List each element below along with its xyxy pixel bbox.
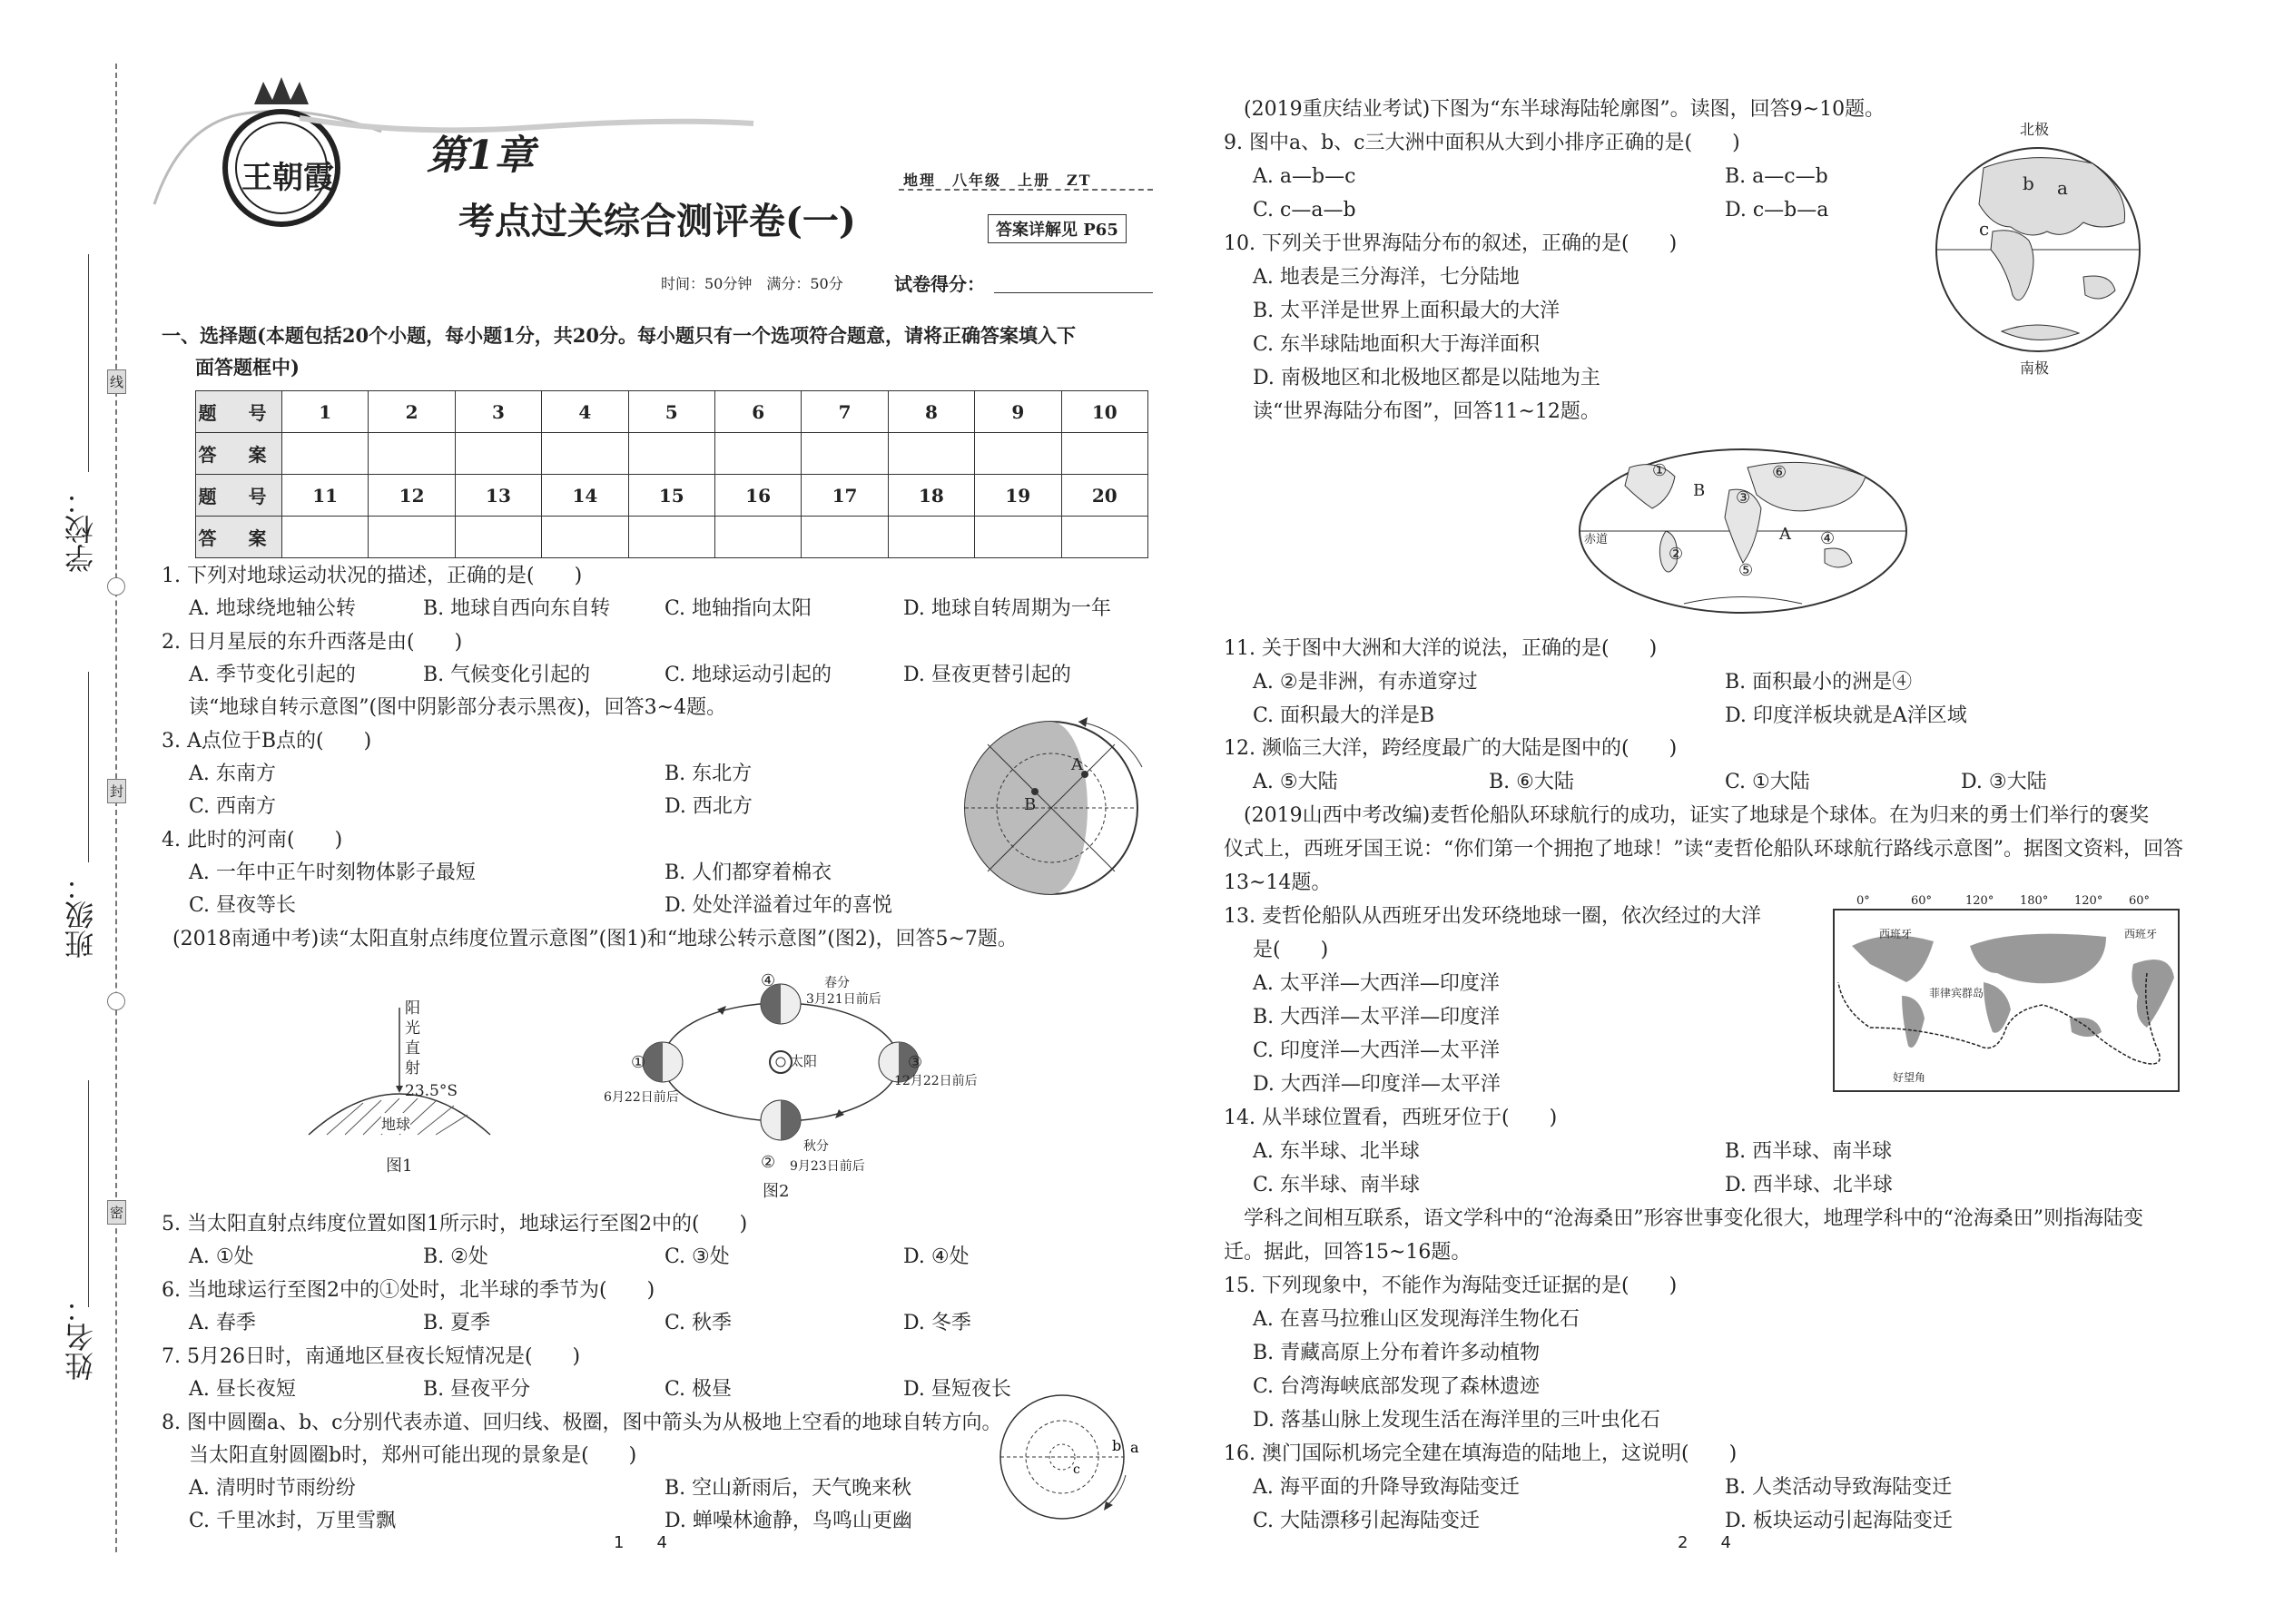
q3-option-d: D. 西北方 [665, 795, 753, 818]
fig1-label-4: 射 [405, 1059, 420, 1078]
exam-title: 考点过关综合测评卷(一) [458, 200, 856, 242]
intro-q15-16-line2: 迁。据此，回答15~16题。 [1224, 1241, 1472, 1264]
wmap-label-5: ⑤ [1738, 561, 1754, 580]
table-row [196, 433, 1148, 475]
fig1-label-1: 阳 [405, 999, 420, 1018]
answer-cell[interactable] [282, 433, 369, 475]
table-cell: 8 [888, 391, 974, 433]
table-cell: 2 [369, 391, 455, 433]
q4-option-d: D. 处处洋溢着过年的喜悦 [665, 894, 892, 917]
table-cell: 19 [975, 475, 1061, 517]
mmap-top-lon-4: 120° [2074, 894, 2103, 908]
table-cell: 13 [455, 475, 541, 517]
fig2-pos2: ② [761, 1153, 776, 1172]
fig2-pos1: ① [631, 1053, 646, 1072]
q16-option-b: B. 人类活动导致海陆变迁 [1725, 1476, 1953, 1499]
svg-text:b: b [1112, 1437, 1122, 1454]
q12-option-b: B. ⑥大陆 [1489, 771, 1574, 793]
table-cell: 10 [1061, 391, 1147, 433]
q16-stem: 16. 澳门国际机场完全建在填海造的陆地上，这说明( ) [1224, 1442, 1738, 1465]
q7-option-c: C. 极昼 [665, 1378, 733, 1401]
q2-stem: 2. 日月星辰的东升西落是由( ) [162, 631, 463, 654]
intro-q3-4: 读“地球自转示意图”(图中阴影部分表示黑夜)，回答3~4题。 [189, 696, 727, 719]
q10-option-a: A. 地表是三分海洋，七分陆地 [1253, 266, 1520, 289]
q1-option-d: D. 地球自转周期为一年 [903, 597, 1111, 620]
q7-option-b: B. 昼夜平分 [423, 1378, 531, 1401]
time-info: 时间：50分钟 满分：50分 [661, 275, 843, 292]
mmap-cape: 好望角 [1893, 1071, 1926, 1084]
q1-stem: 1. 下列对地球运动状况的描述，正确的是( ) [162, 565, 583, 587]
table-row [196, 517, 1148, 558]
hemi-north-pole: 北极 [2020, 121, 2050, 138]
q2-option-b: B. 气候变化引起的 [423, 664, 591, 686]
answer-reference: 答案详解见 P65 [988, 214, 1127, 243]
fig1-latitude: 23.5°S [405, 1082, 458, 1100]
hemi-label-a: a [2057, 177, 2068, 199]
answer-cell[interactable] [282, 517, 369, 558]
table-cell: 17 [802, 475, 888, 517]
q7-option-a: A. 昼长夜短 [189, 1378, 296, 1401]
q10-option-d: D. 南极地区和北极地区都是以陆地为主 [1253, 367, 1600, 389]
q1-option-c: C. 地轴指向太阳 [665, 597, 812, 620]
q7-option-d: D. 昼短夜长 [903, 1378, 1011, 1401]
name-label: 姓名： [64, 1294, 98, 1381]
q6-option-b: B. 夏季 [423, 1312, 491, 1334]
q6-option-c: C. 秋季 [665, 1312, 733, 1334]
answer-cell[interactable] [455, 517, 541, 558]
table-cell: 7 [802, 391, 888, 433]
answer-cell[interactable] [369, 433, 455, 475]
q14-stem: 14. 从半球位置看，西班牙位于( ) [1224, 1107, 1558, 1129]
circles-abc-diagram [999, 1389, 1139, 1525]
intro-q13-14-line3: 13~14题。 [1224, 871, 1332, 894]
q9-option-a: A. a—b—c [1253, 165, 1356, 188]
q13-option-a: A. 太平洋—大西洋—印度洋 [1253, 972, 1500, 995]
q11-option-c: C. 面积最大的洋是B [1253, 704, 1435, 727]
q6-option-a: A. 春季 [189, 1312, 256, 1334]
wmap-label-6: ⑥ [1772, 463, 1787, 482]
q14-option-b: B. 西半球、南半球 [1725, 1140, 1893, 1163]
q9-option-c: C. c—a—b [1253, 199, 1356, 221]
q12-stem: 12. 濒临三大洋，跨经度最广的大陆是图中的( ) [1224, 737, 1678, 760]
wmap-label-B: B [1693, 481, 1706, 500]
answer-cell[interactable] [802, 433, 888, 475]
mmap-philippines: 菲律宾群岛 [1929, 987, 1984, 999]
q5-option-b: B. ②处 [423, 1245, 488, 1268]
answer-cell[interactable] [975, 433, 1061, 475]
answer-cell[interactable] [714, 517, 801, 558]
answer-cell[interactable] [542, 433, 628, 475]
q15-option-c: C. 台湾海峡底部发现了森林遗迹 [1253, 1375, 1541, 1398]
q5-stem: 5. 当太阳直射点纬度位置如图1所示时，地球运行至图2中的( ) [162, 1213, 748, 1235]
q3-option-a: A. 东南方 [189, 763, 276, 785]
q13-stem-cont: 是( ) [1253, 939, 1329, 961]
answer-cell[interactable] [369, 517, 455, 558]
q2-option-c: C. 地球运动引起的 [665, 664, 832, 686]
q12-option-a: A. ⑤大陆 [1253, 771, 1338, 793]
answer-cell[interactable] [455, 433, 541, 475]
q11-option-d: D. 印度洋板块就是A洋区域 [1725, 704, 1967, 727]
table-cell: 9 [975, 391, 1061, 433]
wmap-label-A: A [1779, 525, 1791, 544]
answer-cell[interactable] [628, 433, 714, 475]
q15-option-d: D. 落基山脉上发现生活在海洋里的三叶虫化石 [1253, 1409, 1660, 1432]
logo-text: 王朝霞 [241, 160, 334, 196]
class-label: 班级： [64, 871, 98, 959]
mmap-spain-right: 西班牙 [2124, 928, 2158, 940]
table-cell: 4 [542, 391, 628, 433]
fig2-pos3: ③ [908, 1053, 923, 1072]
q4-option-c: C. 昼夜等长 [189, 894, 297, 917]
q16-option-c: C. 大陆漂移引起海陆变迁 [1253, 1510, 1481, 1532]
answer-cell[interactable] [975, 517, 1061, 558]
table-label-ans: 答 案 [196, 517, 282, 558]
fig2-pos4: ④ [761, 971, 776, 990]
q9-stem: 9. 图中a、b、c三大洲中面积从大到小排序正确的是( ) [1224, 132, 1740, 154]
fig2-spring-date: 3月21日前后 [806, 992, 881, 1007]
q6-stem: 6. 当地球运行至图2中的①处时，北半球的季节为( ) [162, 1279, 655, 1302]
q13-stem: 13. 麦哲伦船队从西班牙出发环绕地球一圈，依次经过的大洋 [1224, 905, 1761, 928]
seal-mark-2: 封 [107, 779, 126, 803]
q15-stem: 15. 下列现象中，不能作为海陆变迁证据的是( ) [1224, 1275, 1678, 1297]
school-label: 学校： [64, 486, 98, 573]
q8-option-d: D. 蝉噪林逾静，鸟鸣山更幽 [665, 1510, 912, 1532]
table-cell: 3 [455, 391, 541, 433]
table-cell: 1 [282, 391, 369, 433]
svg-text:c: c [1073, 1462, 1080, 1477]
q8-option-c: C. 千里冰封，万里雪飘 [189, 1510, 397, 1532]
mmap-top-lon-3: 180° [2020, 894, 2049, 908]
fig2-autumn: 秋分 [803, 1139, 829, 1154]
intro-q9-10: (2019重庆结业考试)下图为“东半球海陆轮廓图”。读图，回答9~10题。 [1244, 98, 1885, 121]
seal-mark-1: 线 [107, 369, 126, 394]
answer-cell[interactable] [888, 517, 974, 558]
answer-cell[interactable] [1061, 517, 1147, 558]
q5-option-c: C. ③处 [665, 1245, 730, 1268]
binding-dashed-line [115, 64, 117, 1552]
q7-stem: 7. 5月26日时，南通地区昼夜长短情况是( ) [162, 1345, 581, 1368]
q15-option-a: A. 在喜马拉雅山区发现海洋生物化石 [1253, 1308, 1580, 1331]
answer-cell[interactable] [802, 517, 888, 558]
section1-heading-cont: 面答题框中) [195, 356, 300, 379]
svg-text:B: B [1024, 795, 1037, 814]
q13-option-b: B. 大西洋—太平洋—印度洋 [1253, 1006, 1501, 1029]
q11-option-b: B. 面积最小的洲是④ [1725, 671, 1913, 694]
wmap-label-4: ④ [1820, 529, 1836, 548]
chapter-title: 第1章 [427, 133, 535, 179]
mmap-spain-left: 西班牙 [1879, 928, 1913, 940]
q8-stem: 8. 图中圆圈a、b、c分别代表赤道、回归线、极圈，图中箭头为从极地上空看的地球自转方向。 [162, 1412, 1002, 1434]
q16-option-a: A. 海平面的升降导致海陆变迁 [1253, 1476, 1520, 1499]
q14-option-c: C. 东半球、南半球 [1253, 1174, 1421, 1196]
wmap-label-3: ③ [1736, 488, 1751, 507]
q2-option-d: D. 昼夜更替引起的 [903, 664, 1071, 686]
name-line [88, 1080, 89, 1307]
wmap-equator: 赤道 [1584, 533, 1609, 546]
table-cell: 18 [888, 475, 974, 517]
answer-cell[interactable] [542, 517, 628, 558]
q1-option-a: A. 地球绕地轴公转 [189, 597, 356, 620]
q10-option-c: C. 东半球陆地面积大于海洋面积 [1253, 333, 1541, 356]
q6-option-d: D. 冬季 [903, 1312, 971, 1334]
q11-option-a: A. ②是非洲，有赤道穿过 [1253, 671, 1478, 694]
q4-stem: 4. 此时的河南( ) [162, 829, 343, 851]
q13-option-d: D. 大西洋—印度洋—太平洋 [1253, 1073, 1501, 1096]
fig1-earth-label: 地球 [381, 1113, 410, 1134]
q3-option-c: C. 西南方 [189, 795, 277, 818]
table-cell: 15 [628, 475, 714, 517]
table-cell: 20 [1061, 475, 1147, 517]
fig1-label-2: 光 [405, 1019, 420, 1038]
intro-q13-14-line1: (2019山西中考改编)麦哲伦船队环球航行的成功，证实了地球是个球体。在为归来的勇士们举行的褒奖 [1244, 804, 2150, 827]
table-cell: 16 [714, 475, 801, 517]
q8-option-a: A. 清明时节雨纷纷 [189, 1477, 356, 1500]
q4-option-b: B. 人们都穿着棉衣 [665, 861, 832, 884]
mmap-top-lon-2: 120° [1965, 894, 1994, 908]
table-cell: 14 [542, 475, 628, 517]
table-cell: 12 [369, 475, 455, 517]
intro-q5-7: (2018南通中考)读“太阳直射点纬度位置示意图”(图1)和“地球公转示意图”(图2)，回答5~7题。 [172, 928, 1018, 950]
q1-option-b: B. 地球自西向东自转 [423, 597, 611, 620]
q4-option-a: A. 一年中正午时刻物体影子最短 [189, 861, 476, 884]
table-cell: 11 [282, 475, 369, 517]
binding-hole-2 [107, 992, 125, 1010]
q10-option-b: B. 太平洋是世界上面积最大的大洋 [1253, 300, 1561, 322]
fig2-sun: 太阳 [790, 1053, 818, 1069]
q14-option-a: A. 东半球、北半球 [1253, 1140, 1420, 1163]
seal-mark-3: 密 [107, 1200, 126, 1225]
q9-option-d: D. c—b—a [1725, 199, 1829, 221]
table-row [196, 391, 1148, 433]
q5-option-d: D. ④处 [903, 1245, 970, 1268]
header-dash [899, 189, 1153, 191]
hemi-label-c: c [1979, 218, 1990, 240]
q3-stem: 3. A点位于B点的( ) [162, 730, 372, 753]
fig2-spring: 春分 [824, 976, 850, 990]
answer-cell[interactable] [628, 517, 714, 558]
mmap-top-lon-5: 60° [2129, 894, 2151, 908]
q8-option-b: B. 空山新雨后，天气晚来秋 [665, 1477, 912, 1500]
q9-option-b: B. a—c—b [1725, 165, 1828, 188]
intro-q13-14-line2: 仪式上，西班牙国王说：“你们第一个拥抱了地球！”读“麦哲伦船队环球航行路线示意图”。据图文资料，回答 [1224, 838, 2183, 861]
table-cell: 6 [714, 391, 801, 433]
subject-tag: 地理 八年级 上册 ZT [903, 172, 1092, 189]
svg-text:a: a [1130, 1439, 1139, 1456]
mmap-top-lon-1: 60° [1911, 894, 1933, 908]
answer-cell[interactable] [1061, 433, 1147, 475]
table-label-ans: 答 案 [196, 433, 282, 475]
wmap-label-2: ② [1669, 545, 1684, 564]
school-line [88, 254, 89, 472]
fig1-caption: 图1 [386, 1156, 413, 1176]
binding-hole-1 [107, 577, 125, 595]
intro-q15-16-line1: 学科之间相互联系，语文学科中的“沧海桑田”形容世事变化很大，地理学科中的“沧海桑田”则指海陆变 [1244, 1207, 2143, 1230]
world-land-sea-map [1575, 445, 1911, 617]
fig2-winter-date: 12月22日前后 [894, 1074, 978, 1088]
table-label-num: 题 号 [196, 391, 282, 433]
table-label-num: 题 号 [196, 475, 282, 517]
fig2-autumn-date: 9月23日前后 [790, 1159, 865, 1174]
q8-stem-cont: 当太阳直射圆圈b时，郑州可能出现的景象是( ) [189, 1444, 637, 1467]
score-label: 试卷得分： [894, 273, 985, 295]
table-cell: 5 [628, 391, 714, 433]
q15-option-b: B. 青藏高原上分布着许多动植物 [1253, 1342, 1541, 1364]
answer-cell[interactable] [714, 433, 801, 475]
q16-option-d: D. 板块运动引起海陆变迁 [1725, 1510, 1953, 1532]
section1-heading: 一、选择题(本题包括20个小题，每小题1分，共20分。每小题只有一个选项符合题意，请将正确答案填入下 [162, 324, 1076, 347]
figure2-orbit [635, 971, 926, 1153]
svg-text:A: A [1071, 755, 1083, 774]
class-line [88, 672, 89, 862]
intro-q11-12: 读“世界海陆分布图”，回答11~12题。 [1253, 400, 1600, 423]
q2-option-a: A. 季节变化引起的 [189, 664, 356, 686]
q11-stem: 11. 关于图中大洲和大洋的说法，正确的是( ) [1224, 637, 1658, 660]
hemi-south-pole: 南极 [2020, 359, 2050, 377]
answer-table [195, 390, 1148, 558]
q12-option-c: C. ①大陆 [1725, 771, 1810, 793]
logo-ornament [145, 68, 418, 231]
fig2-caption: 图2 [763, 1182, 790, 1201]
mmap-top-lon-0: 0° [1856, 894, 1870, 908]
q3-option-b: B. 东北方 [665, 763, 753, 785]
q14-option-d: D. 西半球、北半球 [1725, 1174, 1893, 1196]
fig2-summer-date: 6月22日前后 [604, 1090, 679, 1105]
q10-stem: 10. 下列关于世界海陆分布的叙述，正确的是( ) [1224, 232, 1678, 255]
fig1-label-3: 直 [405, 1039, 420, 1058]
eastern-hemisphere-map [1929, 141, 2147, 359]
hemi-label-b: b [2023, 172, 2034, 194]
q12-option-d: D. ③大陆 [1961, 771, 2047, 793]
earth-rotation-diagram [960, 717, 1142, 899]
q13-option-c: C. 印度洋—大西洋—太平洋 [1253, 1039, 1501, 1062]
wmap-label-1: ① [1652, 461, 1668, 480]
q5-option-a: A. ①处 [189, 1245, 254, 1268]
table-row [196, 475, 1148, 517]
page-number-left: 1 4 [614, 1533, 667, 1552]
page-number-right: 2 4 [1678, 1533, 1731, 1552]
answer-cell[interactable] [888, 433, 974, 475]
score-line[interactable] [994, 292, 1153, 293]
